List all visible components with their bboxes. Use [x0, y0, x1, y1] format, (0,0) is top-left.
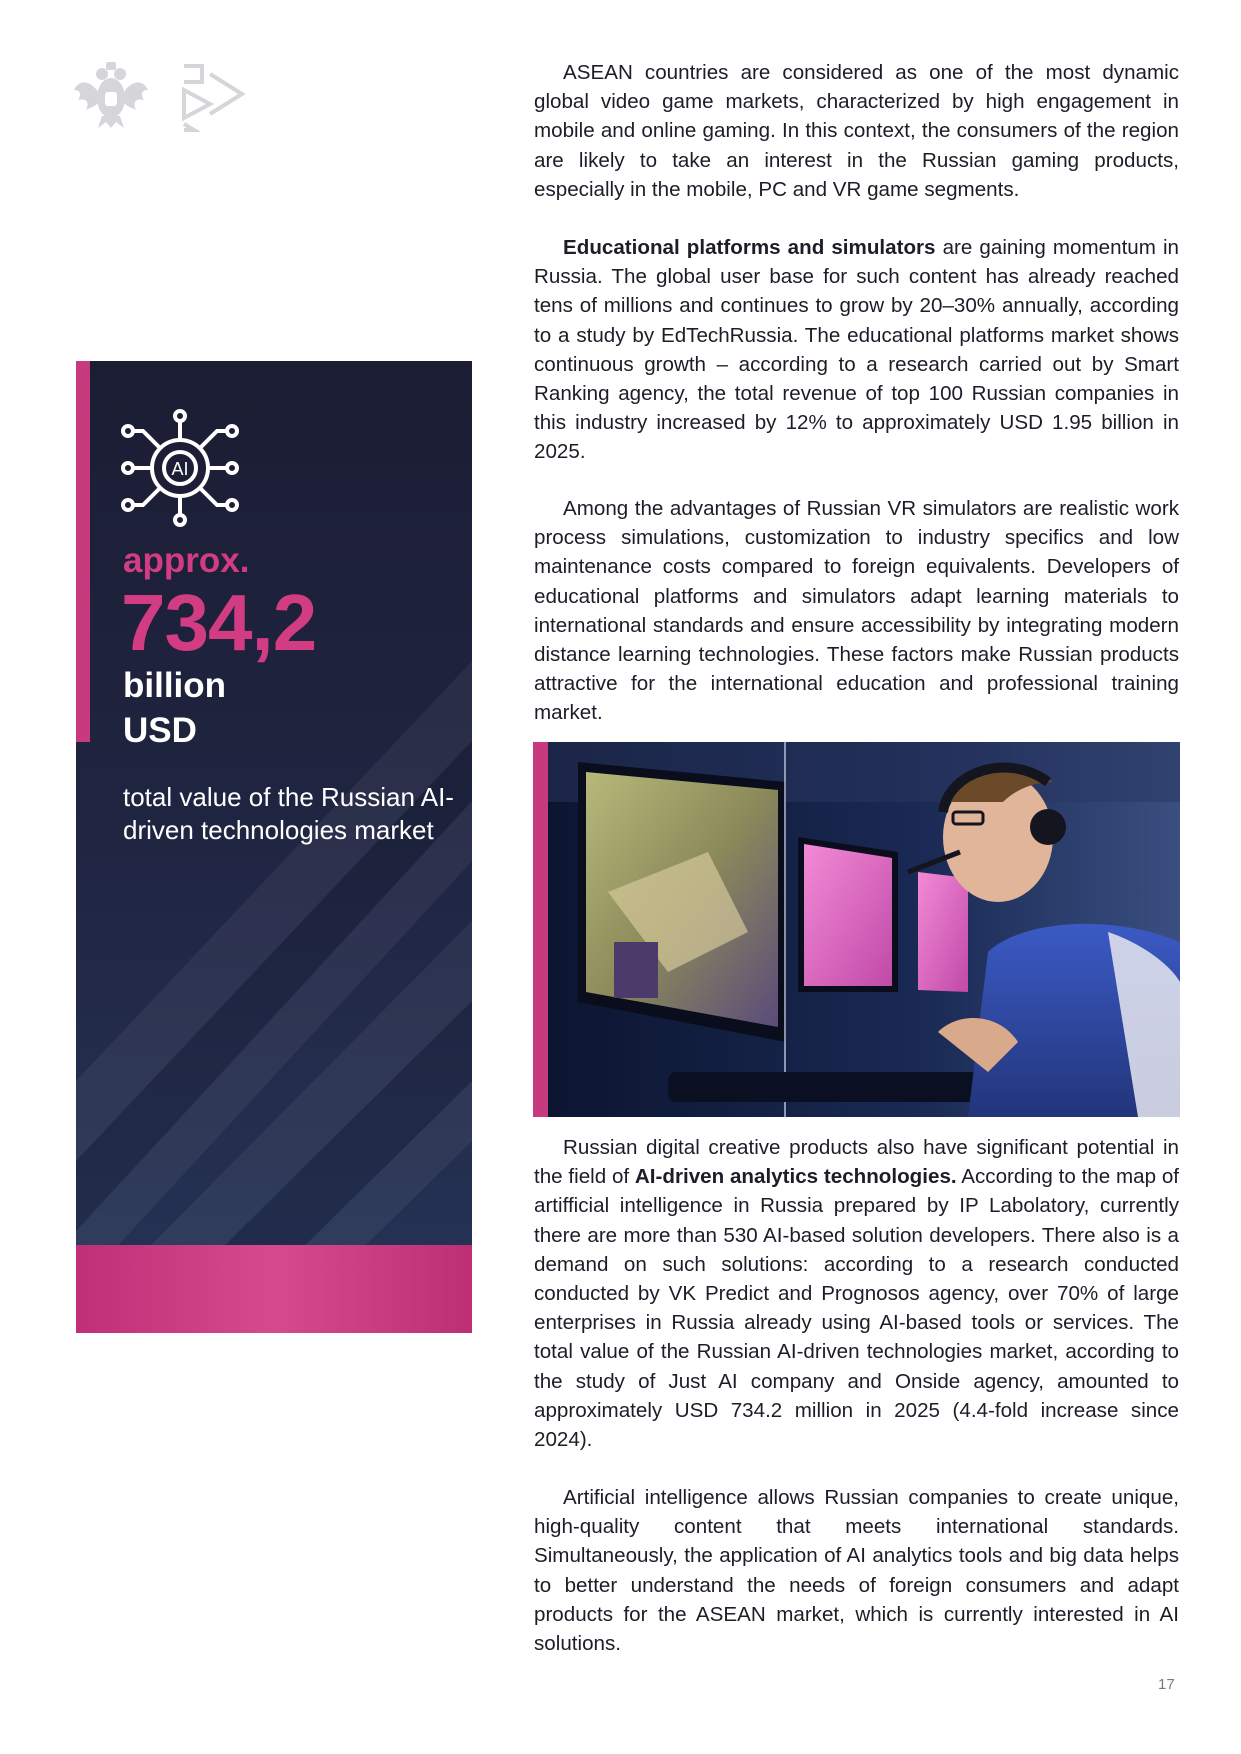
paragraph-text: According to the map of artifficial intelligence in Russia prepared by IP Labolatory, currently there are more than 530 AI-based solution developers. There also is a demand on such solutions: according to a research conducted conducted by VK Predict and Prognosos agency, over 70% of large enterprises in Russia already using AI-based tools or services. The total value of the Russian AI-driven technologies market, according to the study of Just AI company and Onside agency, amounted to approximately USD 734.2 million in 2025 (4.4-fold increase since 2024).	[534, 1165, 1180, 1452]
ai-chip-icon	[121, 409, 239, 527]
paragraph-gaming-markets	[534, 58, 1179, 204]
paragraph-text: ASEAN countries are considered as one of the most dynamic global video game markets, characterized by high engagement in mobile and online gaming. In this context, the consumers of the region are likely to take an interest in the Russian gaming products, especially in the mobile, PC and VR game segments.	[534, 61, 1179, 201]
stat-approx-label: approx.	[123, 541, 250, 580]
ai-icon-label: AI	[171, 459, 189, 479]
stat-description: total value of the Russian AI-driven technologies market	[123, 782, 454, 845]
paragraph-text: Among the advantages of Russian VR simulators are realistic work process simulations, customization to industry specifics and low maintenance costs compared to foreign equivalents. Developers of educational platforms and simulators adapt learning materials to international standards and ensure accessibility by integrating modern distance learning technologies. These factors make Russian products attractive for the international education and professional training market.	[534, 497, 1179, 725]
triangle-mark-icon	[180, 60, 246, 132]
paragraph-text: Russian digital creative products also have significant potential in the field of	[534, 1136, 1179, 1189]
paragraph-ai-analytics	[534, 1133, 1179, 1454]
stat-unit-line1: billion	[123, 666, 227, 705]
paragraph-educational-platforms	[534, 233, 1179, 467]
panel-pink-band	[76, 1245, 472, 1333]
paragraph-text: Artificial intelligence allows Russian companies to create unique, high-quality content that meets international standards. Simultaneously, the application of AI analytics tools and big data helps to better understand the needs of foreign consumers and adapt products for the ASEAN market, which is currently interested in AI solutions.	[534, 1486, 1179, 1656]
stat-panel	[76, 361, 472, 1333]
paragraph-ai-content	[534, 1483, 1179, 1658]
header-logos	[72, 56, 252, 136]
gamer-at-monitors-photo	[533, 742, 1180, 1117]
page-number: 17	[1158, 1676, 1175, 1693]
stat-number: 734,2	[121, 578, 317, 667]
bold-phrase: Educational platforms and simulators	[563, 236, 936, 259]
paragraph-text: are gaining momentum in Russia. The global user base for such content has already reached tens of millions and continues to grow by 20–30% annually, according to a study by EdTechRussia. The educational platforms market shows continuous growth – according to a research carried out by Smart Ranking agency, the total revenue of top 100 Russian companies in this industry increased by 12% to approximately USD 1.95 billion in 2025.	[534, 236, 1179, 464]
stat-unit-line2: USD	[123, 711, 197, 750]
photo-accent-bar	[533, 742, 548, 1117]
bold-phrase: AI-driven analytics technologies.	[634, 1165, 957, 1189]
photo-illustration	[548, 742, 1180, 1117]
double-headed-eagle-icon	[72, 60, 150, 130]
panel-accent-bar	[76, 361, 90, 742]
paragraph-vr-simulators	[534, 494, 1179, 728]
